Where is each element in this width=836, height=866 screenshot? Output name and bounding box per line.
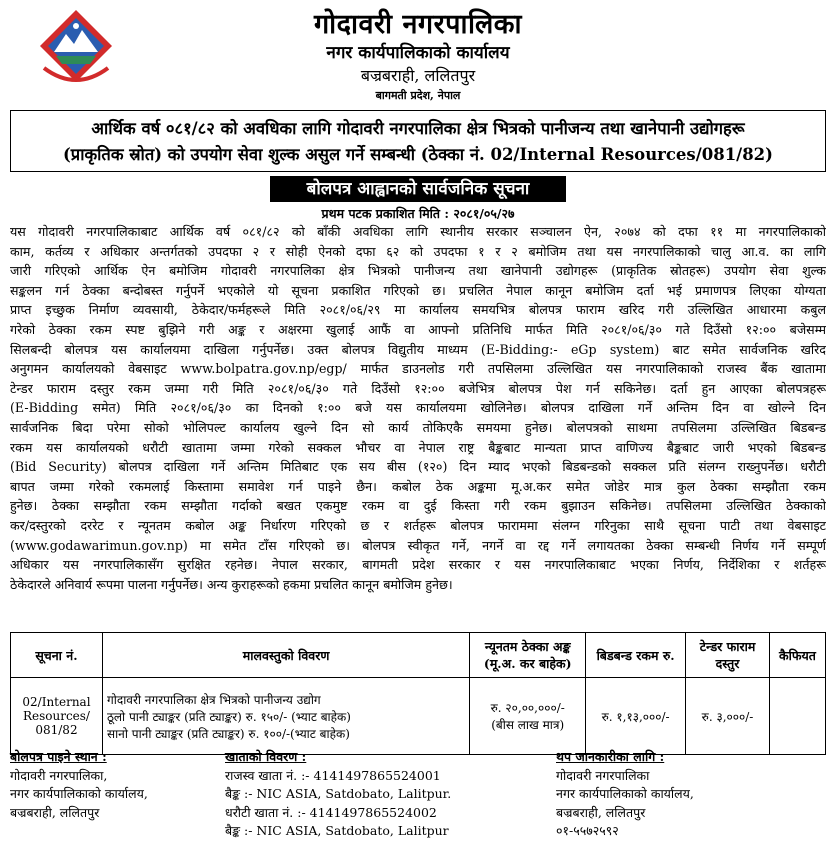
province-name: बागमती प्रदेश, नेपाल	[375, 89, 461, 102]
cell-bid-bond: रु. १,१३,०००/-	[586, 678, 686, 755]
body-line: अनुगमन कार्यालयको वेबसाइट www.bolpatra.gov.np/egp/ मार्फत डाउनलोड गरी तपसिलमा उल्लिखित यस नगरपालिकाको राजस्व बैंक खातामा	[10, 361, 826, 377]
cell-min-amount	[470, 678, 586, 755]
table-header-row	[11, 633, 826, 678]
notice-body	[10, 222, 826, 594]
bid-collection-place	[10, 748, 230, 822]
footer-line: नगर कार्यपालिकाको कार्यालय,	[556, 786, 694, 801]
body-line: (www.godawarimun.gov.np) मा समेत टाँस गरिएको छ। बोलपत्र स्वीकृत गर्ने, नगर्ने वा रद्द गर्ने लगायतका ठेक्का सम्बन्धी निर्णय गर्ने सम्पूर्ण	[10, 537, 826, 553]
account-details	[225, 748, 545, 841]
body-line: हुनेछ। ठेक्का सम्झौता रकम सम्झौता गर्दाको बखत एकमुष्ट रकम वा दुई किस्ता गरी रकम बुझाउन सकिनेछ। तपसिलमा उल्लिखित ठेक्काको	[10, 498, 826, 514]
footer-line: राजस्व खाता नं. :- 4141497865524001	[225, 767, 441, 783]
body-line: सार्वजनिक बिदा परेमा सोको भोलिपल्ट कार्यालय खुल्ने दिन सो कार्य तोकिएकै समयमा हुनेछ। बोलपत्रको साथमा तपसिलमा उल्लिखित बिडबन्ड	[10, 419, 826, 435]
footer-line: ०१-५५७२५९२	[556, 823, 619, 838]
body-line: अधिकार यस नगरपालिकासँग सुरक्षित रहनेछ। नेपाल सरकार, बागमती प्रदेश सरकार र यस नगरपालिकाबाट भएका निर्णय, निर्देशिका र शर्तहरू	[10, 557, 826, 573]
notice-banner: बोलपत्र आह्वानको सार्वजनिक सूचना	[270, 176, 566, 202]
org-name: गोदावरी नगरपालिका	[313, 9, 523, 40]
published-date: प्रथम पटक प्रकाशित मिति : २०८१/०५/२७	[321, 206, 515, 221]
body-line: यस गोदावरी नगरपालिकाबाट आर्थिक वर्ष ०८१/८२ को बाँकी अवधिका लागि स्थानीय सरकार सञ्चालन ऐन, २०७४ को दफा ११ मा नगरपालिकाको	[10, 224, 826, 239]
footer-line: गोदावरी नगरपालिका,	[10, 767, 108, 783]
body-line: कर/दस्तुरको दररेट र न्यूनतम कबोल अङ्क निर्धारण गरिएको छ र शर्तहरू बोलपत्र फाराममा संलग्न गरिनुका साथै सूचना पाटी तथा वेबसाइट	[10, 517, 826, 533]
table-row	[11, 678, 826, 755]
header-notice-no: सूचना नं.	[11, 633, 103, 678]
description-line: गोदावरी नगरपालिका क्षेत्र भित्रको पानीजन्य उद्योग	[106, 692, 321, 707]
description-line: ठूलो पानी ट्याङ्कर (प्रति ट्याङ्कर) रु. १५०/- (भ्याट बाहेक)	[106, 709, 351, 724]
header-description: मालवस्तुको विवरण	[102, 633, 469, 678]
header-form-fee: टेन्डर फाराम दस्तुर	[686, 633, 770, 678]
body-line: सङ्कलन गर्न ठेक्का बन्दोबस्त गर्नुपर्ने भएकोले यो सूचना प्रकाशित गरिएको छ। प्रचलित नेपाल कानून बमोजिम दर्ता भई प्रमाणपत्र लिएका योग्यता	[10, 282, 826, 298]
body-line: प्राप्त इच्छुक निर्माण व्यवसायी, ठेकेदार/फर्महरूले मिति २०८१/०६/२९ मा कार्यालय समयभित्र बोलपत्र फाराम खरिद गरी उल्लिखित आधारमा कबुल	[10, 302, 826, 318]
cell-description	[102, 678, 469, 755]
notice-title-box	[10, 110, 826, 172]
body-line: रकम यस कार्यालयको धरौटी खातामा जम्मा गरेको सक्कल भौचर वा नेपाल राष्ट्र बैङ्कबाट मान्यता प्राप्त वाणिज्य बैङ्कबाट जारी भएको बिडबन्ड	[10, 439, 826, 455]
cell-remarks	[769, 678, 825, 755]
office-location: बज्रबराही, ललितपुर	[360, 66, 476, 85]
footer-line: बैङ्क :- NIC ASIA, Satdobato, Lalitpur.	[225, 786, 452, 801]
title-line-2: (प्राकृतिक स्रोत) को उपयोग सेवा शुल्क असुल गर्ने सम्बन्धी (ठेक्का नं. 02/Internal Resources/081/82)	[63, 145, 773, 164]
body-line: सिलबन्दी बोलपत्र यस कार्यालयमा दाखिला गर्नुपर्नेछ। उक्त बोलपत्र विद्युतीय माध्यम (E-Bidding:- eGp system) बाट समेत सार्वजनिक खरिद	[10, 341, 826, 357]
footer-line: गोदावरी नगरपालिका	[556, 767, 650, 783]
header-min-amount: न्यूनतम ठेक्का अङ्क (मू.अ. कर बाहेक)	[470, 633, 586, 678]
footer-line: बज्रबराही, ललितपुर	[556, 804, 646, 820]
min-amount-figure: रु. २०,००,०००/-	[490, 701, 565, 715]
cell-notice-no: 02/Internal Resources/ 081/82	[11, 678, 103, 755]
body-line: गरेको ठेक्का रकम स्पष्ट बुझिने गरी अङ्क र अक्षरमा खुलाई आफैं वा आफ्नो प्रतिनिधि मार्फत मिति २०८१/०६/३० गते दिउँसो १२:०० बजेसम्म	[10, 321, 826, 337]
header-remarks: कैफियत	[769, 633, 825, 678]
header-bid-bond: बिडबन्ड रकम रु.	[586, 633, 686, 678]
body-line: जारी गरिएको आर्थिक ऐन बमोजिम गोदावरी नगरपालिका क्षेत्र भित्रको पानीजन्य तथा खानेपानी उद्योगहरू (प्राकृतिक स्रोतहरू) उपयोग सेवा शुल्क	[10, 263, 826, 279]
body-line: टेन्डर फाराम दस्तुर रकम जम्मा गरी मिति २०८१/०६/३० गते दिउँसो १२:०० बजेभित्र बोलपत्र पेश गर्न सकिनेछ। दर्ता हुन आएका बोलपत्रहरू	[10, 380, 826, 396]
body-line: (E-Bidding समेत) मिति २०८१/०६/३० का दिनको १:०० बजे यस कार्यालयमा खोलिनेछ। बोलपत्र दाखिला गर्ने अन्तिम दिन वा खोल्ने दिन	[10, 400, 826, 416]
footer-line: बज्रबराही, ललितपुर	[10, 804, 100, 820]
title-line-1: आर्थिक वर्ष ०८१/८२ को अवधिका लागि गोदावरी नगरपालिका क्षेत्र भित्रको पानीजन्य तथा खानेपानी उद्योगहरू	[91, 119, 745, 138]
body-line: ठेकेदारले अनिवार्य रूपमा पालना गर्नुपर्नेछ। अन्य कुराहरूको हकमा प्रचलित कानून बमोजिम हुनेछ।	[10, 576, 453, 592]
body-line: (Bid Security) बोलपत्र दाखिला गर्ने अन्तिम मितिबाट एक सय बीस (१२०) दिन म्याद भएको बिडबन्डको सक्कल प्रति संलग्न राख्नुपर्नेछ। धरौटी	[10, 459, 826, 475]
body-line: बापत जम्मा गरेको रकमलाई किस्तामा समावेश गर्न पाइने छैन। कबोल ठेक अङ्कमा मू.अ.कर समेत जोडेर मात्र कुल ठेक्का सम्झौता रकम	[10, 478, 826, 494]
body-line: काम, कर्तव्य र अधिकार अन्तर्गतको उपदफा २ र सोही ऐनको दफा ६२ को उपदफा १ र २ बमोजिम तथा यस नगरपालिकाको चालु आ.व. का लागि	[10, 243, 826, 259]
cell-form-fee: रु. ३,०००/-	[686, 678, 770, 755]
footer-line: बैङ्क :- NIC ASIA, Satdobato, Lalitpur	[225, 823, 449, 838]
footer-heading: खाताको विवरण :	[225, 749, 307, 764]
footer-line: नगर कार्यपालिकाको कार्यालय,	[10, 786, 148, 801]
footer-heading: बोलपत्र पाइने स्थान :	[10, 749, 107, 764]
min-amount-words: (बीस लाख मात्र)	[491, 718, 565, 732]
more-info-contact	[556, 748, 826, 841]
footer-heading: थप जानकारीका लागि :	[556, 749, 665, 764]
office-name: नगर कार्यपालिकाको कार्यालय	[326, 43, 510, 63]
description-line: सानो पानी ट्याङ्कर (प्रति ट्याङ्कर) रु. १००/-(भ्याट बाहेक)	[106, 726, 350, 741]
tender-table	[10, 632, 826, 755]
footer-line: धरौटी खाता नं. :- 4141497865524002	[225, 804, 437, 820]
notice-footer	[10, 748, 826, 860]
